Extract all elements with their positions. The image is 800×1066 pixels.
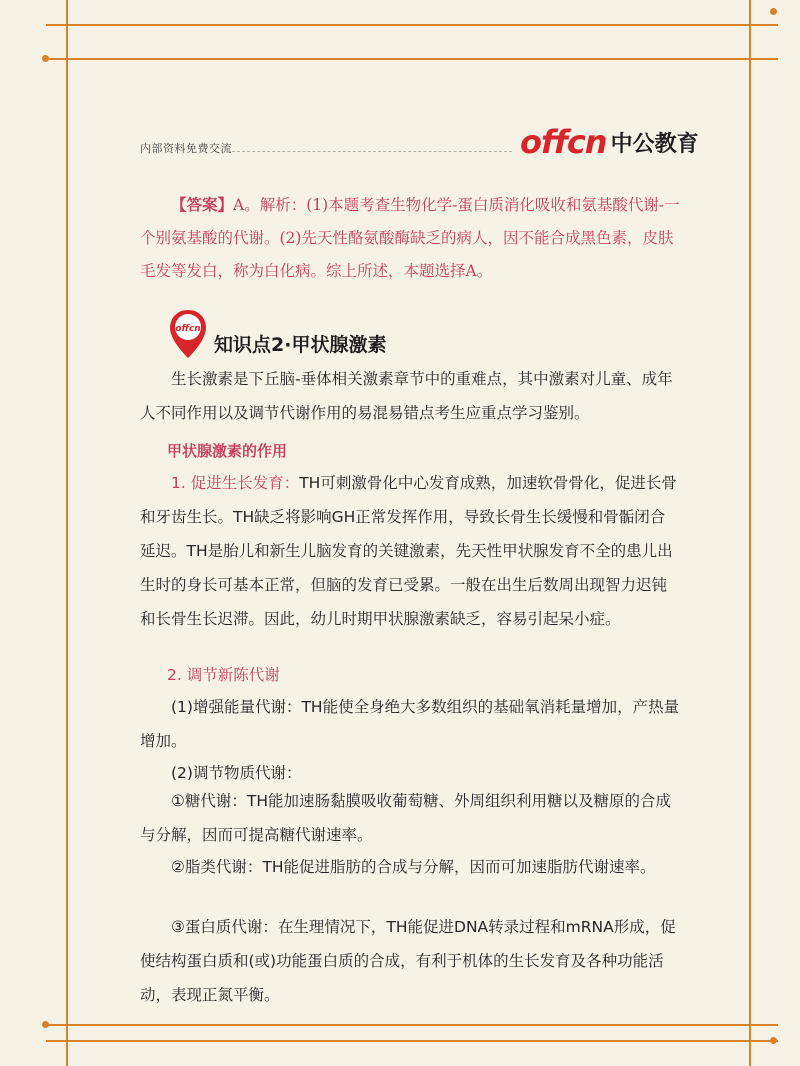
frame-bottom-line-1: [46, 1024, 778, 1026]
offcn-logo: [520, 124, 699, 160]
answer-tag: 【答案】: [171, 195, 234, 214]
frame-top-line-1: [46, 24, 778, 26]
pin-logo-text: offcn: [175, 324, 201, 334]
frame-dot-tl: [42, 55, 49, 62]
answer-block: [140, 188, 680, 288]
location-pin-icon: [168, 308, 208, 360]
frame-left-line: [66, 0, 68, 1066]
logo-english: offcn: [520, 123, 607, 161]
energy-metabolism-paragraph: (1)增强能量代谢：TH能使全身绝大多数组织的基础氧消耗量增加，产热量增加。: [140, 698, 680, 750]
point1-text: TH可刺激骨化中心发育成熟，加速软骨骨化，促进长骨和牙齿生长。TH缺乏将影响GH正常发挥作用，导致长骨生长缓慢和骨骺闭合延迟。TH是胎儿和新生儿脑发育的关键激素，先天性甲状腺发育不全的患儿出生时的身长可基本正常，但脑的发育已受累。一般在出生后数周出现智力迟钝和长骨生长迟滞。因此，幼儿时期甲状腺激素缺乏，容易引起呆小症。: [140, 474, 677, 628]
header-divider: [232, 151, 512, 152]
section-title: 甲状腺激素的作用: [167, 442, 288, 460]
frame-dot-bl: [42, 1021, 49, 1028]
header-label: 内部资料免费交流: [140, 142, 232, 155]
answer-text: A。解析：(1)本题考查生物化学-蛋白质消化吸收和氨基酸代谢-一个别氨基酸的代谢。(2)先天性酪氨酸酶缺乏的病人，因不能合成黑色素，皮肤毛发等发白，称为白化病。综上所述，本题选择A。: [140, 196, 680, 280]
frame-dot-tr: [770, 8, 777, 15]
point1-heading: 1. 促进生长发育：: [171, 474, 300, 492]
logo-chinese: 中公教育: [610, 131, 699, 157]
frame-bottom-line-2: [46, 1040, 778, 1042]
sugar-metabolism-paragraph: ①糖代谢：TH能加速肠黏膜吸收葡萄糖、外周组织利用糖以及糖原的合成与分解，因而可提高糖代谢速率。: [140, 792, 672, 844]
knowledge-point-title: 知识点2·甲状腺激素: [214, 334, 387, 356]
frame-right-line: [749, 0, 751, 1066]
frame-dot-br: [770, 1037, 777, 1044]
fat-metabolism-paragraph: ②脂类代谢：TH能促进脂肪的合成与分解，因而可加速脂肪代谢速率。: [171, 858, 656, 876]
point2-heading: 2. 调节新陈代谢: [167, 666, 280, 684]
matter-metabolism-heading: (2)调节物质代谢：: [171, 764, 302, 782]
intro-paragraph: 生长激素是下丘脑-垂体相关激素章节中的重难点，其中激素对儿童、成年人不同作用以及调节代谢作用的易混易错点考生应重点学习鉴别。: [140, 370, 673, 422]
frame-top-line-2: [46, 58, 778, 60]
protein-metabolism-paragraph: ③蛋白质代谢：在生理情况下，TH能促进DNA转录过程和mRNA形成，促使结构蛋白质和(或)功能蛋白质的合成，有利于机体的生长发育及各种功能活动，表现正氮平衡。: [140, 918, 676, 1004]
point1-paragraph: [140, 466, 680, 636]
